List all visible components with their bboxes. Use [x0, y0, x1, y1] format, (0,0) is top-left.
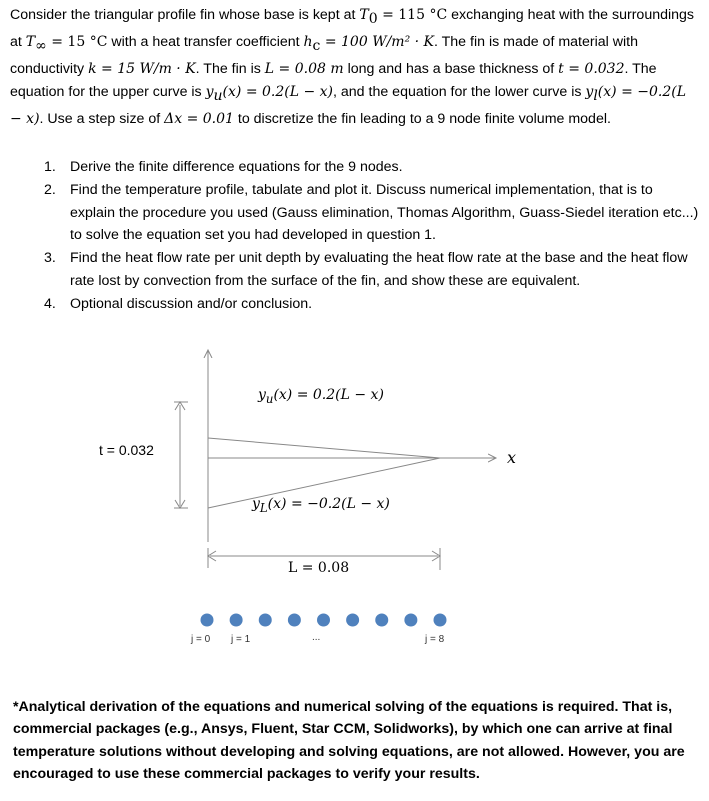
- task-item: [40, 293, 700, 316]
- upper-curve-y-subscript: u: [265, 391, 274, 406]
- task-list: [40, 156, 700, 316]
- node-row: [201, 614, 447, 627]
- fin-node: [434, 614, 447, 627]
- problem-statement: [10, 4, 700, 132]
- upper-curve-subscript: u: [213, 88, 223, 105]
- lower-curve-expression: (x) = −0.2(L − x): [10, 84, 687, 128]
- task-number: 2.: [44, 181, 56, 198]
- lower-curve-y: y: [585, 84, 594, 101]
- lower-curve-label: [252, 496, 390, 515]
- fin-upper-edge: [208, 438, 440, 458]
- upper-curve-y: y: [205, 84, 214, 101]
- upper-curve-y-symbol: y: [258, 387, 266, 403]
- intro-text-7: . The equation for the upper curve is: [10, 61, 657, 101]
- lower-curve-formula: (x) = −0.2(L − x): [267, 496, 390, 512]
- fin-diagram-svg: [0, 330, 709, 660]
- node-label-j8: j = 8: [425, 634, 445, 645]
- intro-text-6: long and has a base thickness of: [343, 61, 559, 78]
- fin-diagram: [0, 330, 709, 660]
- fin-node: [288, 614, 301, 627]
- tinf-subscript: ∞: [35, 37, 47, 54]
- fin-node: [259, 614, 272, 627]
- intro-text-10: to discretize the fin leading to a 9 node finite volume model.: [233, 111, 611, 128]
- h-subscript: c: [312, 37, 321, 54]
- fin-node: [230, 614, 243, 627]
- intro-text-1: Consider the triangular profile fin whose base is kept at: [10, 7, 360, 23]
- lower-curve-subscript: l: [593, 88, 598, 105]
- task-text: Optional discussion and/or conclusion.: [70, 295, 313, 312]
- intro-text-9: . Use a step size of: [39, 111, 165, 128]
- h-value: = 100 W/m² · K: [320, 34, 434, 51]
- task-number: 4.: [44, 295, 56, 312]
- intro-text-5: . The fin is: [195, 61, 265, 78]
- task-number: 1.: [44, 159, 56, 175]
- h-symbol: h: [303, 34, 313, 51]
- upper-curve-formula: (x) = 0.2(L − x): [273, 387, 384, 403]
- task-text: Find the heat flow rate per unit depth by evaluating the heat flow rate at the base and the heat flow rate lost by convection from the surface of the fin, and show these are equivalent.: [70, 250, 688, 289]
- task-number: 3.: [44, 250, 56, 267]
- task-text: Derive the finite difference equations for the 9 nodes.: [70, 159, 403, 175]
- intro-text-4: . The fin is made of material with conductivity: [10, 34, 638, 78]
- node-label-j0: j = 0: [191, 634, 211, 645]
- t0-symbol: T: [359, 7, 369, 23]
- fin-node: [346, 614, 359, 627]
- intro-text-8: , and the equation for the lower curve is: [333, 84, 586, 101]
- x-axis-label: x: [507, 448, 517, 467]
- task-text: Find the temperature profile, tabulate and plot it. Discuss numerical implementation, that is to explain the procedure you used (Gauss elimination, Thomas Algorithm, Guass-Siedel iteration etc...) to solve the equation set you had developed in question 1.: [70, 181, 699, 244]
- upper-curve-expression: (x) = 0.2(L − x): [222, 84, 334, 101]
- fin-node: [404, 614, 417, 627]
- tinf-value: = 15 °C: [46, 34, 108, 51]
- task-item: [40, 156, 700, 179]
- intro-text-2: exchanging heat with the surroundings at: [10, 7, 695, 51]
- lower-curve-y-subscript: L: [259, 500, 268, 515]
- thickness-label: t = 0.032: [99, 442, 154, 458]
- intro-text-3: with a heat transfer coefficient: [107, 34, 304, 51]
- length-label-text: L = 0.08: [288, 560, 350, 576]
- lower-curve-y-symbol: y: [252, 496, 260, 512]
- length-expression: L = 0.08 m: [264, 61, 344, 78]
- k-expression: k = 15 W/m · K: [88, 61, 196, 78]
- fin-node: [201, 614, 214, 627]
- requirement-note: *Analytical derivation of the equations and numerical solving of the equations is required. That is, commercial packages (e.g., Ansys, Fluent, Star CCM, Solidworks), by which one can arrive at final temperature solutions without developing and solving equations, are not allowed. However, you are encouraged to use these commercial packages to verify your results.: [13, 699, 685, 783]
- t0-subscript: 0: [368, 10, 378, 27]
- fin-node: [375, 614, 388, 627]
- upper-curve-label: [258, 387, 384, 406]
- length-label: [288, 560, 349, 576]
- node-label-j1: j = 1: [231, 634, 251, 645]
- task-item: [40, 247, 700, 293]
- t0-value: = 115 °C: [377, 7, 448, 23]
- node-label-ellipsis: ...: [312, 632, 321, 643]
- task-item: [40, 179, 700, 247]
- tinf-symbol: T: [25, 34, 36, 51]
- fin-node: [317, 614, 330, 627]
- step-size-expression: Δx = 0.01: [164, 111, 234, 128]
- thickness-expression: t = 0.032: [558, 61, 625, 78]
